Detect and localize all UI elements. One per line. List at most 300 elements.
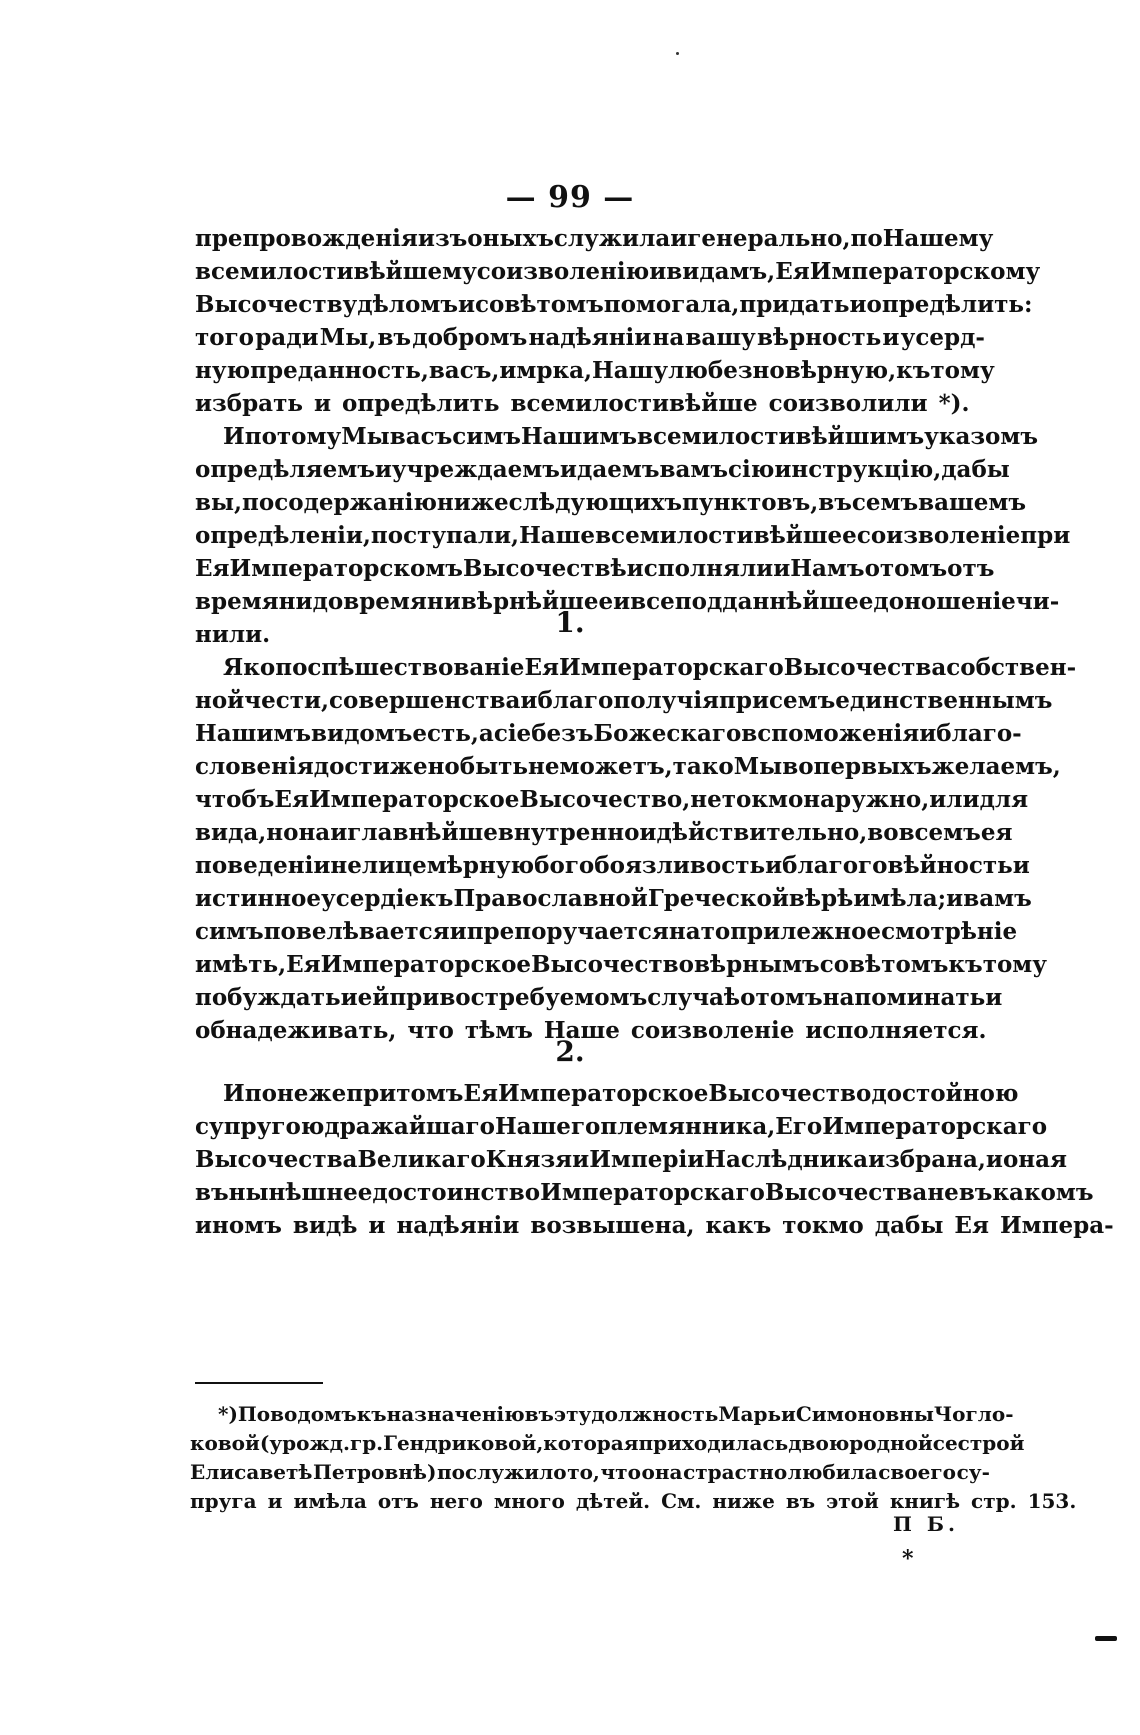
word: видамъ,	[666, 258, 776, 285]
word: этой	[826, 1489, 879, 1513]
word: для	[979, 786, 1029, 813]
text-line	[195, 453, 1010, 486]
word: пунктовъ,	[682, 489, 819, 516]
word: Мы	[341, 423, 390, 450]
word: и	[882, 324, 900, 351]
word: единственнымъ	[835, 687, 1053, 714]
word: и	[985, 984, 1003, 1011]
text-line	[195, 255, 1041, 288]
word: при	[389, 984, 440, 1011]
word: служила	[553, 225, 671, 252]
word: Ея	[954, 1212, 989, 1239]
word: Его	[775, 1113, 823, 1140]
word: Ея	[195, 555, 230, 582]
word: нижеслѣдующихъ	[436, 489, 683, 516]
word: Нашего	[494, 1113, 601, 1140]
word: всемилостивѣйшему	[195, 258, 477, 285]
word: и	[670, 225, 688, 252]
word: Великаго	[357, 1146, 486, 1173]
word: наружно,	[803, 786, 930, 813]
word: истинное	[195, 885, 322, 912]
word: вѣрнымъ	[693, 951, 820, 978]
word: Марьи	[718, 1402, 796, 1426]
text-line	[195, 519, 1071, 552]
word: она	[641, 1460, 683, 1484]
word: него	[429, 1489, 483, 1513]
word: къ	[896, 357, 931, 384]
word: и	[368, 1212, 386, 1239]
word: Гендриковой,	[383, 1431, 544, 1455]
text-line	[195, 750, 1061, 783]
word: ея	[980, 819, 1013, 846]
text-line	[195, 222, 994, 255]
word: къ	[948, 951, 983, 978]
word: дабы	[941, 456, 1010, 483]
word: Императорскаго	[540, 1179, 765, 1206]
word: двоюродной	[788, 1431, 933, 1455]
word: до	[312, 588, 344, 615]
word: при	[719, 687, 770, 714]
word: племянника,	[600, 1113, 776, 1140]
word: соизволеніе	[856, 522, 1021, 549]
word: совѣтомъ	[475, 291, 604, 318]
word: Православной	[453, 885, 648, 912]
word: поспѣшествованіе	[275, 654, 525, 681]
word: приходилась	[638, 1431, 789, 1455]
word: того	[195, 324, 255, 351]
word: Ея	[524, 654, 559, 681]
word: васъ,	[428, 357, 500, 384]
footnote-rule	[195, 1382, 323, 1384]
word: дѣтей.	[575, 1489, 651, 1513]
word: генерально,	[687, 225, 851, 252]
word: См.	[661, 1489, 702, 1513]
word: Наше	[519, 522, 596, 549]
word: опредѣлить:	[866, 291, 1033, 318]
word: семъ	[851, 489, 919, 516]
word: ей	[357, 984, 390, 1011]
word: и	[773, 555, 791, 582]
word: *).	[938, 390, 970, 417]
text-line	[195, 684, 1053, 717]
word: которая	[543, 1431, 639, 1455]
word: какомъ	[992, 1179, 1094, 1206]
word: инструкцію,	[774, 456, 942, 483]
word: на	[652, 324, 685, 351]
word: препоручается	[466, 918, 669, 945]
word: вѣрнѣйшее	[460, 588, 614, 615]
word: имѣть,	[195, 951, 287, 978]
word: вашемъ	[918, 489, 1026, 516]
word: Наше	[543, 1017, 620, 1044]
word: что	[407, 1017, 454, 1044]
word: добромъ	[412, 324, 528, 351]
paragraph-intro	[195, 222, 1041, 420]
word: вопервыхъ	[782, 753, 932, 780]
word: и	[613, 588, 631, 615]
word: Князя	[485, 1146, 573, 1173]
word: нелицемѣрную	[330, 852, 535, 879]
word: послужило	[437, 1460, 567, 1484]
word: любезновѣрную,	[668, 357, 897, 384]
word: вамъ	[963, 885, 1032, 912]
word: благоговѣйность	[782, 852, 1013, 879]
word: наиглавнѣйше	[298, 819, 498, 846]
word: есть,	[412, 720, 479, 747]
word: о	[864, 555, 880, 582]
word: Высочество,	[519, 786, 691, 813]
word: Ея	[463, 1080, 498, 1107]
word: Высочества	[764, 1179, 928, 1206]
word: Елисаветѣ	[190, 1460, 313, 1484]
word: всемилостивѣйше	[510, 390, 758, 417]
word: случаѣ	[647, 984, 741, 1011]
word: всемъ	[898, 819, 981, 846]
word: и	[946, 885, 964, 912]
word: эту	[553, 1402, 592, 1426]
word: симъ	[195, 918, 264, 945]
word: востребуемомъ	[439, 984, 648, 1011]
text-line	[195, 948, 1047, 981]
word: даемъ	[576, 456, 660, 483]
word: избрать	[195, 390, 303, 417]
section-2-text	[195, 1077, 1114, 1242]
word: чи-	[1015, 588, 1060, 615]
word: къ	[419, 885, 454, 912]
word: по	[242, 489, 275, 516]
word: совершенства	[329, 687, 521, 714]
page-edge-mark	[1095, 1636, 1117, 1641]
word: напоминать	[822, 984, 986, 1011]
word: во	[867, 819, 899, 846]
word: ниже	[712, 1489, 775, 1513]
word: васъ	[389, 423, 453, 450]
word: побуждать	[195, 984, 341, 1011]
word: И	[223, 1080, 245, 1107]
word: и	[919, 720, 937, 747]
word: словенія	[195, 753, 314, 780]
text-line	[190, 1487, 1077, 1516]
word: ной	[195, 687, 245, 714]
word: доношеніе	[873, 588, 1016, 615]
text-line	[195, 486, 1026, 519]
word: въ	[818, 489, 852, 516]
text-line	[195, 552, 995, 585]
text-line	[195, 1209, 1114, 1242]
word: и	[267, 1489, 283, 1513]
word: Чогло-	[933, 1402, 1014, 1426]
word: и	[374, 456, 392, 483]
word: Симоновны	[795, 1402, 934, 1426]
word: поведеніи	[195, 852, 331, 879]
word: содержанію	[274, 489, 437, 516]
text-line	[195, 783, 1029, 816]
word: совѣтомъ	[819, 951, 949, 978]
word: Нашимъ	[520, 423, 637, 450]
word: вида,	[195, 819, 267, 846]
word: и	[985, 1146, 1003, 1173]
word: не	[927, 1179, 959, 1206]
word: не	[528, 753, 560, 780]
text-line	[195, 1143, 1068, 1176]
word: не	[690, 786, 722, 813]
word: усерд-	[900, 324, 985, 351]
word: богобоязливость	[534, 852, 766, 879]
word: соизволеніе	[630, 1017, 795, 1044]
word: указомъ	[924, 423, 1039, 450]
word: благо-	[936, 720, 1022, 747]
word: усердіе	[321, 885, 420, 912]
word: Импера-	[999, 1212, 1114, 1239]
word: и	[639, 819, 657, 846]
word: Высочества	[783, 654, 947, 681]
word: нили.	[195, 621, 271, 648]
word: Греческой	[647, 885, 789, 912]
word: чтобъ	[195, 786, 275, 813]
word: какъ	[705, 1212, 772, 1239]
word: 153.	[1027, 1489, 1077, 1513]
word: и	[340, 984, 358, 1011]
word: ради	[255, 324, 319, 351]
word: *)	[218, 1402, 238, 1426]
word: Высочество	[531, 951, 694, 978]
word: томъ	[879, 555, 948, 582]
text-line	[195, 981, 1003, 1014]
word: (урожд.	[259, 1431, 350, 1455]
word: времяни	[343, 588, 461, 615]
word: ковой	[190, 1431, 260, 1455]
word: въ	[785, 1489, 816, 1513]
word: Императорское	[308, 786, 520, 813]
word: и	[457, 291, 476, 318]
word: Имперіи	[589, 1146, 705, 1173]
word: Намъ	[790, 555, 865, 582]
word: книгѣ	[889, 1489, 961, 1513]
word: семъ	[769, 687, 836, 714]
word: потому	[244, 423, 342, 450]
word: Ея	[286, 951, 321, 978]
word: томъ	[755, 984, 823, 1011]
word: пруга	[190, 1489, 257, 1513]
word: И	[223, 423, 245, 450]
print-speck	[676, 52, 679, 55]
text-line	[195, 420, 1039, 453]
word: любила	[787, 1460, 878, 1484]
word: обнадеживать,	[195, 1017, 397, 1044]
word: соизволили	[768, 390, 928, 417]
word: оныхъ	[467, 225, 554, 252]
word: всеподданнѣйшее	[630, 588, 874, 615]
word: всемилостивѣйшимъ	[637, 423, 925, 450]
word: или	[929, 786, 980, 813]
word: и	[1012, 852, 1030, 879]
word: Ея	[274, 786, 309, 813]
word: и	[520, 687, 538, 714]
word: должность	[591, 1402, 719, 1426]
word: къ	[356, 1402, 387, 1426]
word: и	[559, 456, 577, 483]
word: Высочеству	[195, 291, 358, 318]
word: ную	[195, 357, 251, 384]
text-line	[195, 1176, 1094, 1209]
word: отъ	[377, 1489, 419, 1513]
word: Нашу	[592, 357, 669, 384]
word: поступали,	[370, 522, 520, 549]
word: дражайшаго	[324, 1113, 495, 1140]
word: въ	[524, 1402, 554, 1426]
word: Высочество	[708, 1080, 872, 1107]
word: желаемъ,	[931, 753, 1061, 780]
page-number: — 99 —	[505, 180, 635, 215]
word: придать	[739, 291, 850, 318]
word: и	[449, 918, 467, 945]
word: су-	[956, 1460, 990, 1484]
word: быть	[459, 753, 529, 780]
word: Императорскаго	[558, 654, 784, 681]
text-line	[195, 1077, 1019, 1110]
word: а	[478, 720, 494, 747]
word: нынѣшнее	[228, 1179, 373, 1206]
word: при	[346, 1080, 397, 1107]
word: Императорскомъ	[229, 555, 463, 582]
word: внутренно	[497, 819, 640, 846]
word: на	[668, 918, 701, 945]
word: тако	[672, 753, 734, 780]
word: достоинство	[372, 1179, 541, 1206]
word: и	[649, 258, 667, 285]
word: избрана,	[868, 1146, 986, 1173]
word: имрка,	[499, 357, 593, 384]
word: Императорскаго	[822, 1113, 1048, 1140]
word: Нашему	[882, 225, 994, 252]
word: имѣла	[293, 1489, 367, 1513]
word: но	[266, 819, 299, 846]
word: Наслѣдника	[704, 1146, 869, 1173]
word: гр.	[349, 1431, 384, 1455]
word: оная	[1002, 1146, 1068, 1173]
word: имѣла;	[853, 885, 947, 912]
word: то	[700, 918, 731, 945]
word: Яко	[223, 654, 276, 681]
word: тому	[930, 357, 995, 384]
word: препровожденія	[195, 225, 418, 252]
word: стр.	[971, 1489, 1017, 1513]
text-line	[190, 1400, 1014, 1429]
word: Ея	[775, 258, 810, 285]
word: исполняли	[626, 555, 774, 582]
word: въ	[958, 1179, 993, 1206]
word: возвышена,	[530, 1212, 695, 1239]
word: по	[850, 225, 883, 252]
word: вашу	[685, 324, 756, 351]
word: и	[572, 1146, 590, 1173]
signature-mark: *	[902, 1546, 914, 1572]
word: супругою	[195, 1113, 325, 1140]
word: собствен-	[946, 654, 1077, 681]
word: смотрѣніе	[881, 918, 1018, 945]
word: чести,	[244, 687, 330, 714]
word: Поводомъ	[237, 1402, 357, 1426]
word: Мы	[733, 753, 783, 780]
text-line	[195, 321, 985, 354]
text-line	[195, 717, 1022, 750]
word: токмо	[721, 786, 804, 813]
word: помогала,	[603, 291, 740, 318]
word: сіе	[493, 720, 532, 747]
word: вспоможенія	[741, 720, 920, 747]
word: симъ	[452, 423, 521, 450]
word: сію	[728, 456, 775, 483]
word: въ	[195, 1179, 229, 1206]
footnote-signature: П Б.	[893, 1512, 959, 1536]
word: страстно	[683, 1460, 788, 1484]
word: тому	[982, 951, 1047, 978]
text-line	[195, 849, 1030, 882]
word: назначенію	[386, 1402, 525, 1426]
word: изъ	[417, 225, 468, 252]
word: благополучія	[537, 687, 720, 714]
word: безъ	[531, 720, 594, 747]
word: достижено	[313, 753, 460, 780]
word: всемилостивѣйшее	[595, 522, 857, 549]
word: иномъ	[195, 1212, 282, 1239]
text-line	[195, 816, 1013, 849]
word: дѣйствительно,	[656, 819, 868, 846]
word: при	[1020, 522, 1071, 549]
word: опредѣленіи,	[195, 522, 371, 549]
word: о	[740, 984, 756, 1011]
word: сестрой	[932, 1431, 1025, 1455]
word: можетъ,	[559, 753, 673, 780]
text-line	[190, 1458, 990, 1487]
word: много	[493, 1489, 565, 1513]
word: Императорское	[320, 951, 532, 978]
word: Высочества	[195, 1146, 358, 1173]
word: тѣмъ	[464, 1017, 533, 1044]
word: видомъ	[311, 720, 413, 747]
word: достойною	[871, 1080, 1019, 1107]
text-line	[195, 387, 985, 420]
word: преданность,	[250, 357, 429, 384]
word: что	[600, 1460, 641, 1484]
word: и	[765, 852, 783, 879]
word: дабы	[874, 1212, 944, 1239]
word: дѣломъ	[357, 291, 458, 318]
text-line	[195, 288, 1033, 321]
text-line	[195, 882, 1032, 915]
text-line	[195, 354, 995, 387]
word: соизволенію	[476, 258, 650, 285]
word: Петровнѣ)	[313, 1460, 437, 1484]
text-line	[190, 1429, 1025, 1458]
word: вы,	[195, 489, 243, 516]
word: учреждаемъ	[391, 456, 560, 483]
word: то,	[567, 1460, 600, 1484]
section-1-text	[195, 651, 1077, 1047]
word: токмо	[782, 1212, 864, 1239]
word: прилежное	[730, 918, 882, 945]
word: надѣяніи	[396, 1212, 520, 1239]
word: вамъ	[659, 456, 728, 483]
section-1-number: 1.	[555, 606, 585, 639]
word: отъ	[947, 555, 995, 582]
word: Мы,	[319, 324, 377, 351]
word: въ	[377, 324, 412, 351]
text-line	[195, 1110, 1048, 1143]
text-line	[195, 651, 1077, 684]
word: времяни	[195, 588, 313, 615]
word: видѣ	[292, 1212, 358, 1239]
